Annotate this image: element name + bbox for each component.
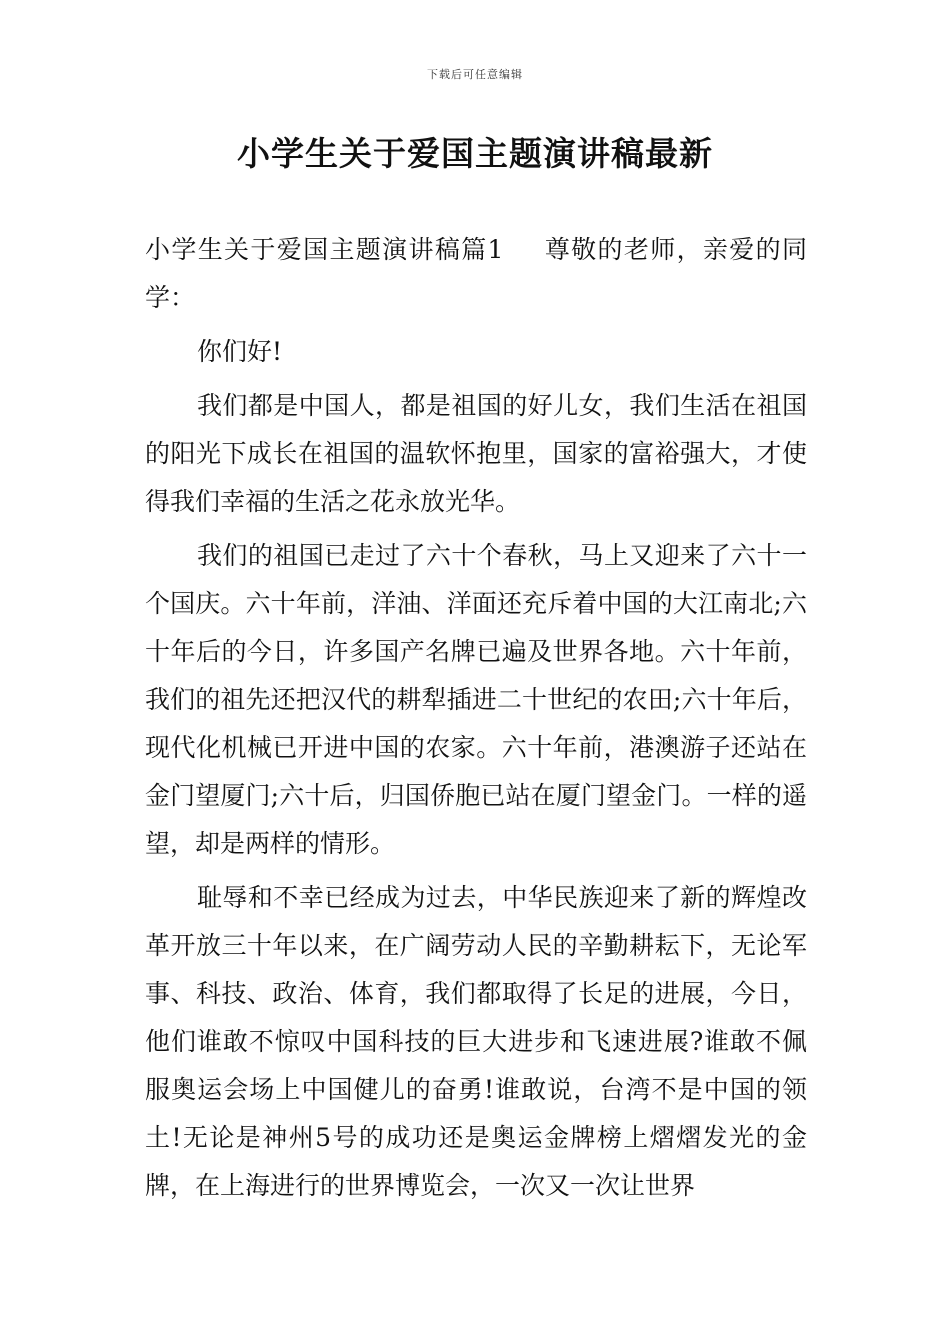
paragraph-greeting: 你们好! <box>197 337 283 366</box>
section-heading: 小学生关于爱国主题演讲稿篇1 <box>145 235 504 264</box>
paragraph-2: 我们的祖国已走过了六十个春秋，马上又迎来了六十一个国庆。六十年前，洋油、洋面还充斥着中国的大江南北;六十年后的今日，许多国产名牌已遍及世界各地。六十年前，我们的祖先还把汉代的耕犁插进二十世纪的农田;六十年后，现代化机械已开进中国的农家。六十年前，港澳游子还站在金门望厦门;六十后，归国侨胞已站在厦门望金门。一样的遥望，却是两样的情形。 <box>145 541 807 858</box>
document-body <box>145 226 807 1216</box>
section-intro-paragraph <box>145 226 807 322</box>
paragraph-3: 耻辱和不幸已经成为过去，中华民族迎来了新的辉煌改革开放三十年以来，在广阔劳动人民的辛勤耕耘下，无论军事、科技、政治、体育，我们都取得了长足的进展，今日，他们谁敢不惊叹中国科技的巨大进步和飞速进展?谁敢不佩服奥运会场上中国健儿的奋勇!谁敢说，台湾不是中国的领土!无论是神州5号的成功还是奥运金牌榜上熠熠发光的金牌，在上海进行的世界博览会，一次又一次让世界 <box>145 883 807 1200</box>
salutation: 尊敬的老师，亲爱的同学： <box>145 235 807 312</box>
header-note: 下载后可任意编辑 <box>427 68 523 81</box>
document-title: 小学生关于爱国主题演讲稿最新 <box>237 134 713 173</box>
paragraph-1: 我们都是中国人，都是祖国的好儿女，我们生活在祖国的阳光下成长在祖国的温软怀抱里，国家的富裕强大，才使得我们幸福的生活之花永放光华。 <box>145 391 807 516</box>
